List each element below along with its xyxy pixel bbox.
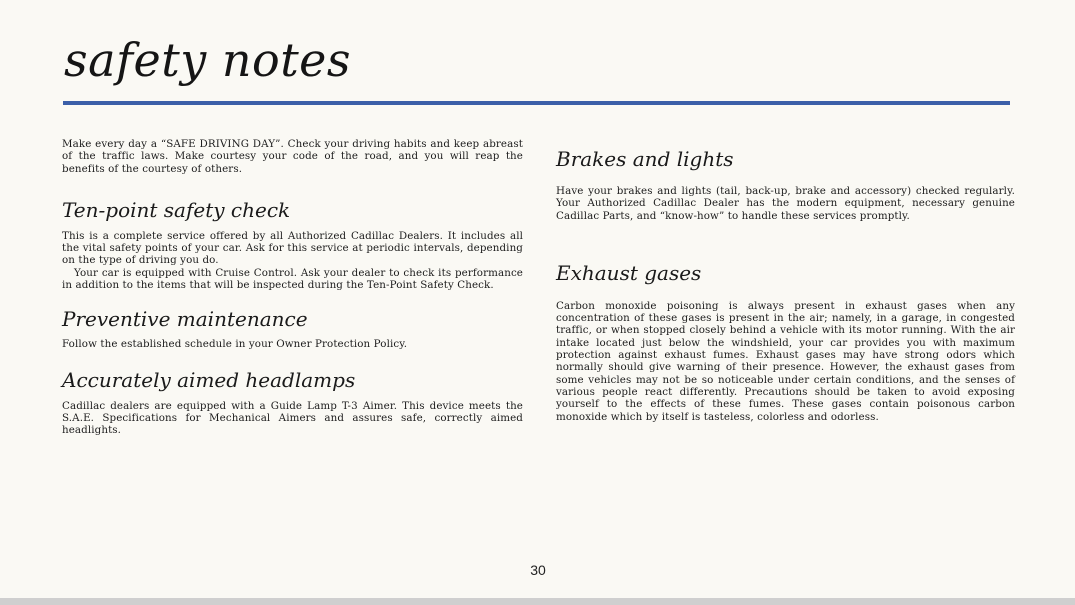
preventive-paragraph: Follow the established schedule in your Owner Protection Policy. (62, 338, 408, 351)
preventive-heading: Preventive maintenance (62, 307, 308, 332)
exhaust-heading: Exhaust gases (556, 260, 702, 285)
ten-point-paragraph-2: Your car is equipped with Cruise Control. Ask your dealer to check its performance in addition to the items that will be inspected during the Ten-Point Safety Check. (62, 266, 523, 292)
exhaust-paragraph: Carbon monoxide poisoning is always present in exhaust gases when any concentration of these gases is present in the air; namely, in a garage, in congested traffic, or when stopped closely behind a vehicle with its motor running. With the air intake located just below the windshield, your car provides you with maximum protection against exhaust fumes. Exhaust gases may have strong odors which normally should give warning of their presence. However, the exhaust gases from some vehicles may not be so noticeable under certain conditions, and the senses of various people react differently. Precautions should be taken to avoid exposing yourself to the effects of these fumes. These gases contain poisonous carbon monoxide which by itself is tasteless, colorless and odorless. (556, 299, 1015, 423)
brakes-heading: Brakes and lights (556, 147, 734, 171)
headlamps-heading: Accurately aimed headlamps (62, 367, 356, 392)
page-number: 30 (530, 562, 546, 578)
headlamps-paragraph: Cadillac dealers are equipped with a Guide Lamp T-3 Aimer. This device meets the S.A.E. Specifications for Mechanical Aimers and assures safe, correctly aimed headlights. (62, 399, 523, 437)
title-rule (63, 101, 1010, 105)
ten-point-paragraph-1: This is a complete service offered by all Authorized Cadillac Dealers. It includes all the vital safety points of your car. Ask for this service at periodic intervals, depending on the type of driving you do. (62, 229, 523, 267)
right-column (556, 138, 1015, 423)
ten-point-heading: Ten-point safety check (62, 197, 291, 222)
intro-paragraph: Make every day a “SAFE DRIVING DAY”. Check your driving habits and keep abreast of the traffic laws. Make courtesy your code of the road, and you will reap the benefits of the courtesy of others. (62, 138, 523, 175)
brakes-paragraph: Have your brakes and lights (tail, back-up, brake and accessory) checked regularly. Your Authorized Cadillac Dealer has the modern equipment, necessary genuine Cadillac Parts, and “know-how” to handle these services promptly. (556, 185, 1015, 222)
left-column (62, 138, 523, 437)
page-edge (0, 598, 1075, 605)
page-title: safety notes (64, 33, 352, 87)
